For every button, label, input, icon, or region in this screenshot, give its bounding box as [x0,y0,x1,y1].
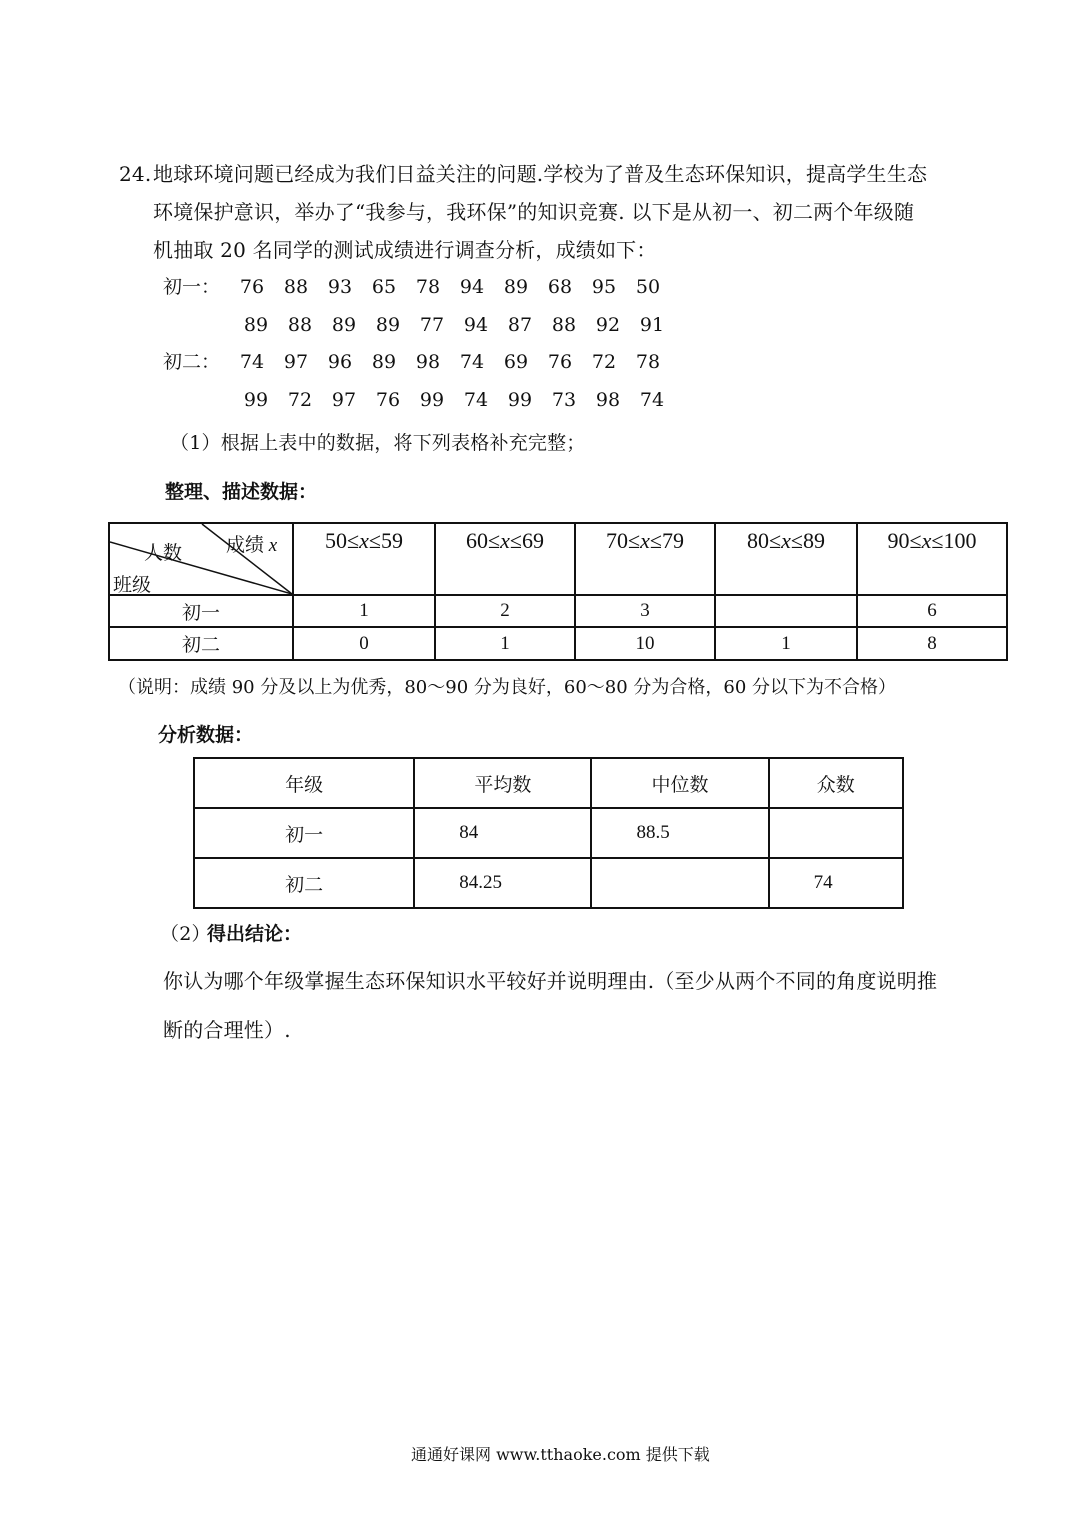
grade1-scores-row-2 [163,312,683,338]
grade-label: 初一 [194,808,414,858]
score-value: 97 [331,389,357,411]
frequency-table [108,522,1008,661]
score-value: 99 [243,389,269,411]
part2-line-2: 断的合理性）. [163,1018,291,1042]
score-value: 72 [591,351,617,373]
range-header: 60≤x≤69 [435,523,575,595]
score-value: 89 [331,314,357,336]
score-value: 89 [243,314,269,336]
count-cell: 3 [575,595,715,627]
score-value: 88 [283,276,309,298]
grade2-scores-row-2 [163,387,683,413]
score-value: 74 [639,389,665,411]
score-value: 95 [591,276,617,298]
score-value: 97 [283,351,309,373]
score-value: 89 [503,276,529,298]
corner-score-label: 成绩 x [226,535,278,556]
organize-data-heading: 整理、描述数据： [165,481,318,503]
page-footer: 通通好课网 www.tthaoke.com 提供下载 [411,1445,710,1464]
mode-cell-blank[interactable] [769,808,903,858]
score-value: 74 [459,351,485,373]
table-row [194,858,903,908]
count-cell: 10 [575,627,715,660]
header-mode: 众数 [769,758,903,808]
score-value: 96 [327,351,353,373]
score-value: 99 [419,389,445,411]
grade-label: 初二 [194,858,414,908]
count-cell: 1 [715,627,857,660]
table-row [109,595,1007,627]
conclusion-heading: 得出结论： [207,923,303,945]
question-number: 24. [119,162,152,186]
score-value: 87 [507,314,533,336]
count-cell: 2 [435,595,575,627]
score-value: 92 [595,314,621,336]
part2-prefix: （2） [160,923,211,945]
score-value: 98 [415,351,441,373]
score-value: 68 [547,276,573,298]
count-cell-blank[interactable] [715,595,857,627]
range-header: 50≤x≤59 [293,523,435,595]
mode-cell: 74 [769,858,903,908]
part2-line-1: 你认为哪个年级掌握生态环保知识水平较好并说明理由.（至少从两个不同的角度说明推 [163,969,938,993]
score-value: 76 [375,389,401,411]
score-value: 91 [639,314,665,336]
count-cell: 6 [857,595,1007,627]
grade1-label: 初一： [163,276,221,298]
mean-cell: 84.25 [414,858,591,908]
corner-header-cell [109,523,293,595]
range-header: 90≤x≤100 [857,523,1007,595]
table-row [194,808,903,858]
corner-count-label: 人数 [144,543,183,564]
count-cell: 1 [435,627,575,660]
score-value: 73 [551,389,577,411]
count-cell: 0 [293,627,435,660]
score-value: 77 [419,314,445,336]
corner-class-label: 班级 [113,575,152,596]
question-line-2: 环境保护意识，举办了“我参与，我环保”的知识竞赛. 以下是从初一、初二两个年级随 [153,200,915,224]
count-cell: 8 [857,627,1007,660]
table-row [109,627,1007,660]
grading-note: （说明：成绩 90 分及以上为优秀，80～90 分为良好，60～80 分为合格，60 分以下为不合格） [118,677,897,698]
header-median: 中位数 [591,758,768,808]
median-cell: 88.5 [591,808,768,858]
score-value: 98 [595,389,621,411]
score-value: 74 [239,351,265,373]
grade1-scores-row-1 [163,274,683,300]
statistics-table [193,757,904,909]
score-value: 89 [375,314,401,336]
score-value: 74 [463,389,489,411]
row-label: 初一 [109,595,293,627]
mean-cell: 84 [414,808,591,858]
score-value: 94 [459,276,485,298]
score-value: 78 [415,276,441,298]
question-line-3: 机抽取 20 名同学的测试成绩进行调查分析，成绩如下： [153,238,657,262]
score-value: 50 [635,276,661,298]
range-header: 70≤x≤79 [575,523,715,595]
header-mean: 平均数 [414,758,591,808]
grade2-scores-row-1 [163,349,683,375]
header-grade: 年级 [194,758,414,808]
score-value: 88 [287,314,313,336]
analyze-data-heading: 分析数据： [158,724,254,746]
question-line-1: 地球环境问题已经成为我们日益关注的问题.学校为了普及生态环保知识，提高学生生态 [153,162,928,186]
score-value: 76 [547,351,573,373]
row-label: 初二 [109,627,293,660]
grade2-label: 初二： [163,351,221,373]
score-value: 94 [463,314,489,336]
score-value: 78 [635,351,661,373]
score-value: 89 [371,351,397,373]
score-value: 72 [287,389,313,411]
range-header: 80≤x≤89 [715,523,857,595]
score-value: 76 [239,276,265,298]
score-value: 65 [371,276,397,298]
score-value: 88 [551,314,577,336]
count-cell: 1 [293,595,435,627]
part1-instruction: （1）根据上表中的数据，将下列表格补充完整； [170,432,586,454]
median-cell-blank[interactable] [591,858,768,908]
score-value: 69 [503,351,529,373]
score-value: 93 [327,276,353,298]
score-value: 99 [507,389,533,411]
